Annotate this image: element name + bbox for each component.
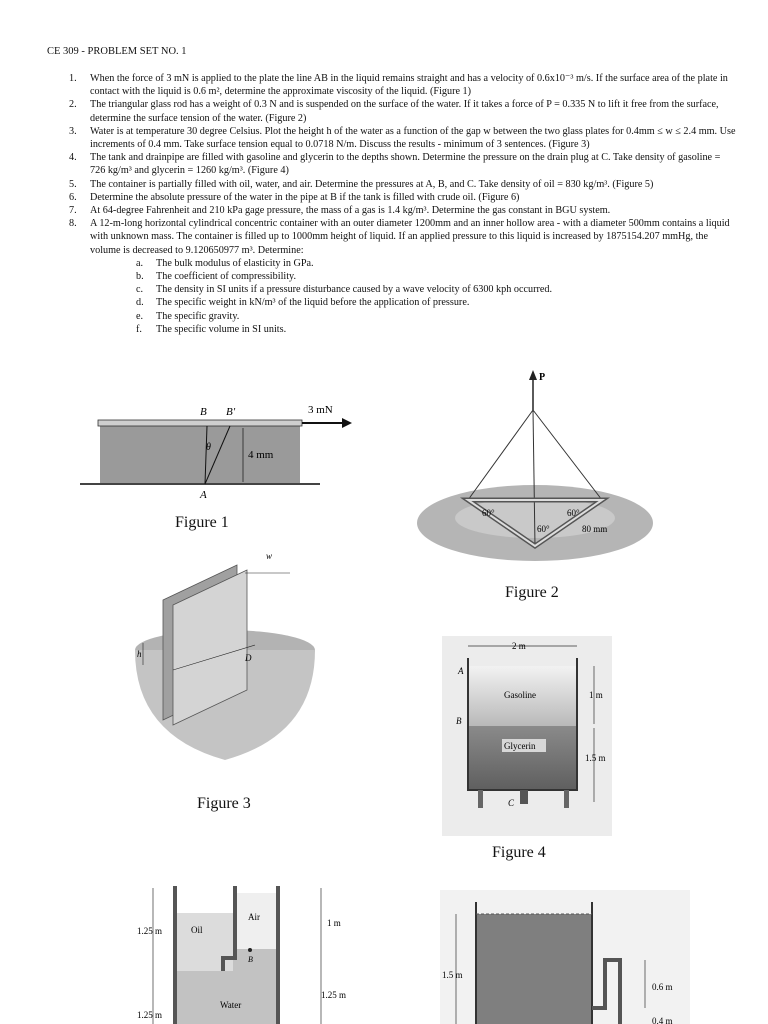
figure-4-caption: Figure 4: [492, 844, 546, 861]
fig4-leg-right: [564, 790, 569, 808]
sub-question: [136, 310, 737, 323]
sub-question: [136, 270, 737, 283]
sub-question-letter: f.: [136, 323, 142, 335]
problem-item: [47, 125, 737, 151]
fig1-label-bprime: B′: [226, 406, 236, 418]
problem-number: 6.: [69, 191, 77, 203]
fig4-leg-left: [478, 790, 483, 808]
problem-item: [47, 151, 737, 177]
fig4-label-1m: 1 m: [589, 690, 603, 700]
fig4-label-1-5m: 1.5 m: [585, 753, 606, 763]
fig1-label-b: B: [200, 406, 207, 418]
sub-question-text: The specific volume in SI units.: [156, 323, 287, 335]
page-header: CE 309 - PROBLEM SET NO. 1: [47, 46, 187, 57]
sub-question-letter: c.: [136, 284, 144, 296]
problem-text: Water is at temperature 30 degree Celsius. Plot the height h of the water as a function of the gap w between the two glass plates for 0.4mm ≤ w ≤ 2.4 mm. Use increments of 0.4 mm. Take surface tension equal to 0.0718 N/m. Discuss the results - minimum of 3 sentences. (Figure 3): [90, 125, 736, 151]
fig2-label-length: 80 mm: [582, 524, 608, 534]
fig1-label-height: 4 mm: [248, 449, 274, 461]
fig1-label-force: 3 mN: [308, 404, 333, 416]
fig6-label-0-6m: 0.6 m: [652, 982, 673, 992]
sub-question-letter: e.: [136, 310, 144, 322]
figure-5-diagram: [135, 878, 365, 1024]
sub-question-text: The density in SI units if a pressure disturbance caused by a wave velocity of 6300 kph occurred.: [156, 284, 553, 296]
fig5-label-1m: 1 m: [327, 918, 341, 928]
fig3-label-d: D: [245, 653, 252, 663]
problem-number: 8.: [69, 218, 77, 230]
fig3-label-w: w: [266, 551, 273, 561]
fig5-label-air: Air: [248, 912, 260, 922]
fig1-force-arrowhead: [342, 418, 352, 428]
problem-text: At 64-degree Fahrenheit and 210 kPa gage pressure, the mass of a gas is 1.4 kg/m³. Determine the gas constant in BGU system.: [90, 205, 611, 217]
fig4-label-a: A: [458, 666, 464, 676]
fig5-label-water: Water: [220, 1000, 242, 1010]
fig4-glycerin: [468, 726, 577, 790]
figure-3-diagram: [125, 545, 325, 775]
problem-number: 2.: [69, 99, 77, 111]
fig3-label-h: h: [137, 649, 142, 659]
sub-question-letter: d.: [136, 297, 144, 309]
fig5-label-b: B: [248, 955, 253, 964]
fig1-label-theta: θ: [206, 442, 211, 453]
figure-6-diagram: [440, 890, 690, 1024]
fig5-label-1-25m-c: 1.25 m: [321, 990, 347, 1000]
problem-text: The tank and drainpipe are filled with gasoline and glycerin to the depths shown. Determine the pressure on the drain plug at C. Take density of gasoline = 726 kg/m³ and glycerin = 1260 kg/m³. (Figure 4): [90, 152, 721, 177]
sub-question-letter: a.: [136, 257, 144, 269]
problem-text: Determine the absolute pressure of the water in the pipe at B if the tank is filled with crude oil. (Figure 6): [90, 191, 520, 203]
problem-list: [47, 72, 737, 336]
problem-text: The container is partially filled with oil, water, and air. Determine the pressures at A, B, and C. Take density of oil = 830 kg/m³. (Figure 5): [90, 178, 654, 190]
problem-item: [47, 217, 737, 336]
fig2-force-arrowhead: [529, 370, 537, 380]
problem-item: [47, 204, 737, 217]
fig5-label-1-25m-b: 1.25 m: [137, 1010, 163, 1020]
sub-question-text: The bulk modulus of elasticity in GPa.: [156, 257, 314, 269]
sub-question: [136, 323, 737, 336]
problem-number: 5.: [69, 178, 77, 190]
figure-3-caption: Figure 3: [197, 795, 251, 812]
sub-question-text: The specific gravity.: [156, 310, 240, 322]
sub-question-list: [90, 257, 737, 336]
problem-item: [47, 72, 737, 98]
fig6-label-0-4m: 0.4 m: [652, 1016, 673, 1024]
fig6-label-1-5m: 1.5 m: [442, 970, 463, 980]
fig5-label-1-25m-a: 1.25 m: [137, 926, 163, 936]
problem-number: 1.: [69, 73, 77, 84]
fig6-crude-oil: [476, 914, 592, 1024]
fig2-label-angle1: 60°: [482, 508, 495, 518]
problem-item: [47, 98, 737, 124]
problem-item: [47, 178, 737, 191]
problem-number: 7.: [69, 205, 77, 217]
fig5-label-oil: Oil: [191, 925, 203, 935]
problem-text: When the force of 3 mN is applied to the plate the line AB in the liquid remains straight and has a velocity of 0.6x10⁻³ m/s. If the surface area of the plate in contact with the liquid is 0.6 m², determine the approximate viscosity of the liquid. (Figure 1): [90, 73, 728, 98]
figure-1-caption: Figure 1: [175, 514, 229, 531]
problem-text: A 12-m-long horizontal cylindrical concentric container with an outer diameter 1200mm and an inner hollow area - with a diameter 500mm contains a liquid with unknown mass. The container is filled up to 1000mm height of liquid. If an applied pressure to this liquid is increased by 1875154.207 mmHg, the volume is decreased to 9.120650977 m³. Determine:: [90, 218, 730, 256]
problem-item: [47, 191, 737, 204]
problem-number: 4.: [69, 152, 77, 164]
sub-question-letter: b.: [136, 271, 144, 283]
figure-2-caption: Figure 2: [505, 584, 559, 601]
figure-4-diagram: [442, 636, 612, 836]
sub-question-text: The coefficient of compressibility.: [156, 271, 297, 283]
fig5-oil: [175, 913, 235, 971]
fig4-drainpipe: [520, 790, 528, 804]
sub-question: [136, 296, 737, 309]
fig5-water-bottom: [175, 971, 278, 1024]
fig2-label-angle2: 60°: [567, 508, 580, 518]
fig4-label-width: 2 m: [512, 641, 526, 651]
problem-text: The triangular glass rod has a weight of 0.3 N and is suspended on the surface of the water. If it takes a force of P = 0.335 N to lift it free from the surface, determine the surface tension of the water. (Figure 2): [90, 99, 719, 124]
figure-2-diagram: [410, 368, 660, 568]
fig2-label-angle3: 60°: [537, 524, 550, 534]
problem-number: 3.: [69, 125, 77, 137]
fig4-label-b: B: [456, 716, 462, 726]
fig2-label-p: P: [539, 372, 546, 383]
sub-question: [136, 283, 737, 296]
fig4-label-gasoline: Gasoline: [504, 690, 536, 700]
figure-1-diagram: [80, 400, 370, 510]
fig1-label-a: A: [200, 489, 207, 501]
fig5-point-b: [248, 948, 252, 952]
fig1-plate: [98, 420, 302, 426]
sub-question-text: The specific weight in kN/m³ of the liquid before the application of pressure.: [156, 297, 470, 309]
sub-question: [136, 257, 737, 270]
fig4-label-glycerin: Glycerin: [504, 741, 536, 751]
fig4-label-c: C: [508, 798, 515, 808]
